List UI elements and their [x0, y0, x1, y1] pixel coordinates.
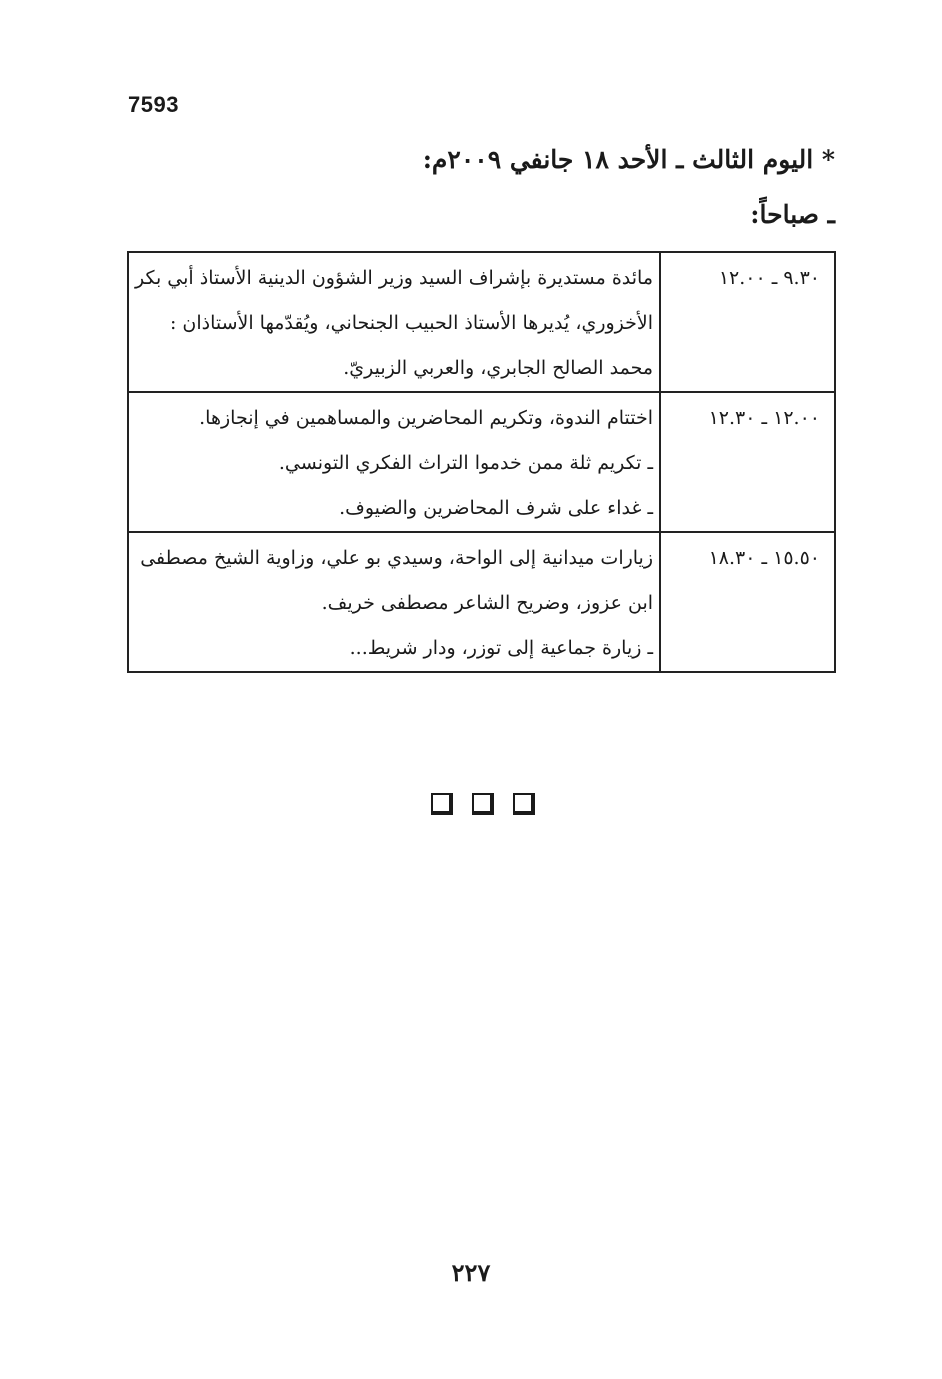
separator-box-icon	[472, 793, 494, 815]
description-line: ـ غداء على شرف المحاضرين والضيوف.	[339, 497, 654, 519]
description-line: محمد الصالح الجابري، والعربي الزبيريّ.	[343, 357, 654, 379]
description-line: زيارات ميدانية إلى الواحة، وسيدي بو علي، وزاوية الشيخ مصطفى	[140, 547, 654, 569]
section-separator	[431, 793, 535, 817]
table-row	[128, 532, 835, 672]
description-line: ابن عزوز، وضريح الشاعر مصطفى خريف.	[321, 592, 654, 614]
table-row	[128, 392, 835, 532]
table-row	[128, 252, 835, 392]
time-cell: ١٥.٥٠ ـ ١٨.٣٠	[660, 532, 835, 672]
description-cell	[128, 252, 660, 392]
period-heading: ـ صباحاً:	[750, 200, 835, 229]
separator-box-icon	[431, 793, 453, 815]
page-id: 7593	[128, 92, 179, 117]
description-line: اختتام الندوة، وتكريم المحاضرين والمساهمين في إنجازها.	[199, 407, 654, 429]
day-heading: * اليوم الثالث ـ الأحد ١٨ جانفي ٢٠٠٩م:	[422, 145, 835, 174]
schedule-table	[127, 251, 836, 673]
description-line: ـ زيارة جماعية إلى توزر، ودار شريط...	[349, 637, 654, 659]
separator-box-icon	[513, 793, 535, 815]
description-line: ـ تكريم ثلة ممن خدموا التراث الفكري التونسي.	[278, 452, 654, 474]
description-cell	[128, 532, 660, 672]
description-line: الأخزوري، يُديرها الأستاذ الحبيب الجنحاني، ويُقدّمها الأستاذان :	[169, 312, 654, 334]
page-number: ٢٢٧	[451, 1258, 491, 1287]
time-cell: ٩.٣٠ ـ ١٢.٠٠	[660, 252, 835, 392]
time-cell: ١٢.٠٠ ـ ١٢.٣٠	[660, 392, 835, 532]
description-line: مائدة مستديرة بإشراف السيد وزير الشؤون الدينية الأستاذ أبي بكر	[135, 267, 654, 289]
description-cell	[128, 392, 660, 532]
